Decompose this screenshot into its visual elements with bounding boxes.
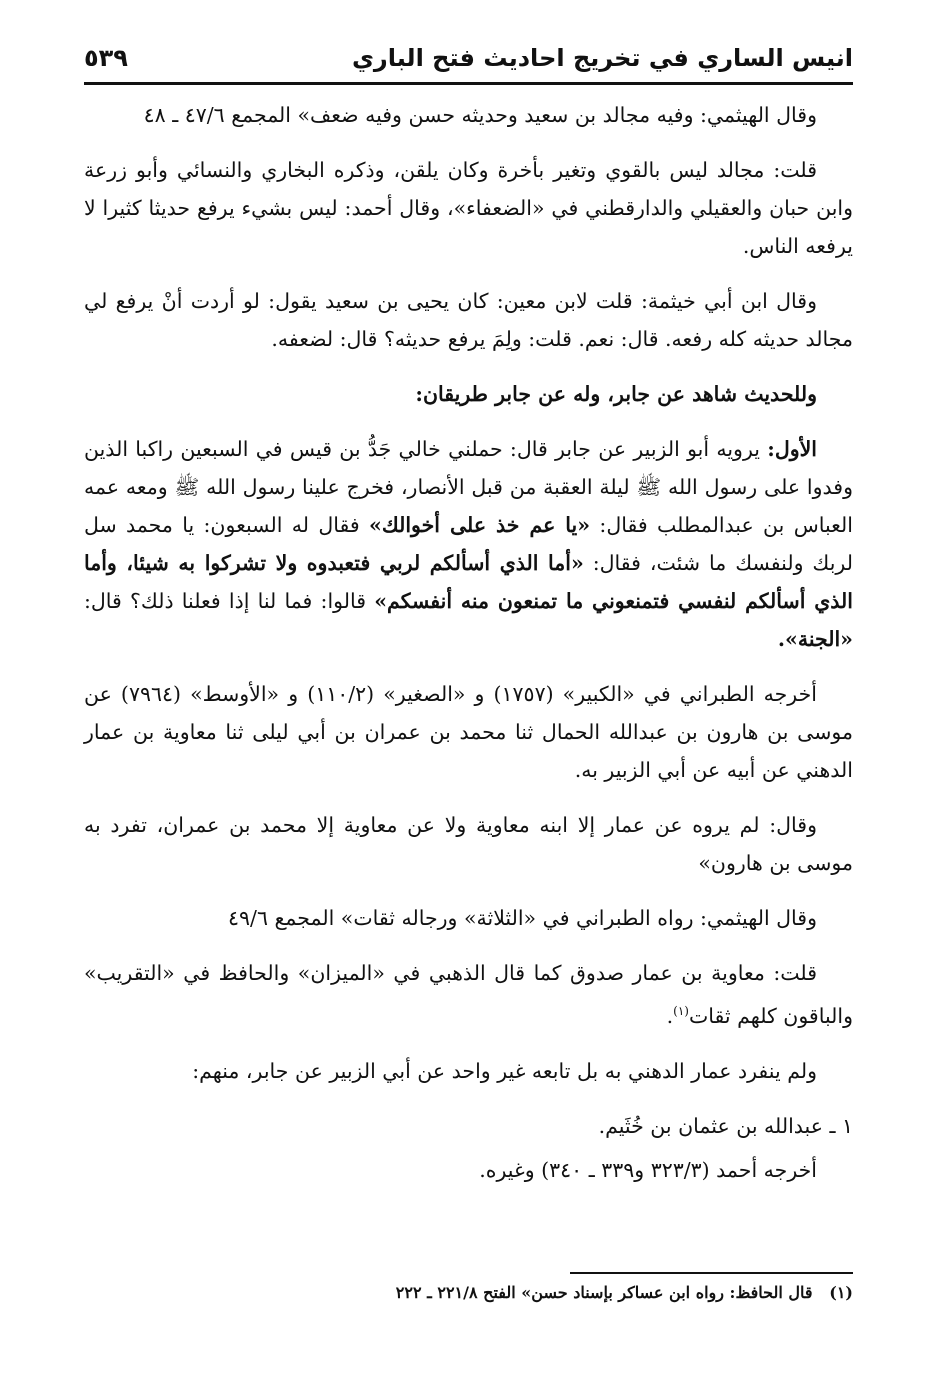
footnote — [84, 1283, 853, 1302]
muawiya-note-end: . — [666, 1003, 674, 1028]
footnote-rule — [570, 1272, 853, 1274]
first-route-text-c: فقال له السبعون: يا محمد سل لربك ولنفسك ما شئت، فقال: — [84, 513, 853, 575]
page-number: ٥٣٩ — [84, 44, 128, 72]
header-rule — [84, 82, 853, 85]
muawiya-note-text: قلت: معاوية بن عمار صدوق كما قال الذهبي في «الميزان» والحافظ في «التقريب» والباقون كلهم ثقات — [84, 961, 853, 1028]
body-text — [84, 96, 853, 1206]
hadith-quote-2: «أما الذي أسألكم لربي فتعبدوه ولا تشركوا به شيئا، وأما الذي أسألكم لنفسي فتمنعوني ما تمنعون منه أنفسكم» — [84, 551, 853, 613]
first-route-text-a: يرويه أبو الزبير عن جابر قال: حملني خالي جَدُّ بن قيس في السبعين راكبا الذين وفدوا على رسول الله ﷺ ليلة العقبة من قبل الأنصار، فخرج علينا رسول الله ﷺ ومعه عمه العباس بن عبدالمطلب فقال: — [84, 437, 853, 537]
first-route-text-e: قالوا: فما لنا إذا فعلنا ذلك؟ قال: — [84, 589, 367, 613]
paragraph-tabarani: أخرجه الطبراني في «الكبير» (١٧٥٧) و «الصغير» (١١٠/٢) و «الأوسط» (٧٩٦٤) عن موسى بن هارون بن عبدالله الحمال ثنا محمد بن عمران بن أبي ليلى ثنا معاوية بن عمار الدهني عن أبيه عن أبي الزبير به. — [84, 682, 853, 782]
footnote-marker: (١) — [829, 1283, 853, 1302]
paragraph-ibn-abi-khaythama: وقال ابن أبي خيثمة: قلت لابن معين: كان يحيى بن سعيد يقول: لو أردت أنْ يرفع لي مجالد حديثه كله رفعه. قال: نعم. قلت: ولِمَ يرفع حديثه؟ قال: لضعفه. — [84, 289, 853, 351]
page-header — [84, 38, 853, 82]
paragraph-followers-intro: ولم ينفرد عمار الدهني به بل تابعه غير واحد عن أبي الزبير عن جابر، منهم: — [192, 1058, 817, 1083]
footnote-text: قال الحافظ: رواه ابن عساكر بإسناد حسن» الفتح ٢٢١/٨ ـ ٢٢٢ — [395, 1283, 813, 1302]
first-route-label: الأول: — [767, 437, 817, 461]
list-item-1: ١ ـ عبدالله بن عثمان بن خُثَيم. — [598, 1113, 853, 1138]
hadith-quote-1: «يا عم خذ على أخوالك» — [369, 513, 591, 537]
footnote-reference: (١) — [673, 1004, 689, 1018]
running-title: انيس الساري في تخريج احاديث فتح الباري — [351, 44, 853, 72]
paragraph-mujalid-note: قلت: مجالد ليس بالقوي وتغير بأخرة وكان يلقن، وذكره البخاري والنسائي وأبو زرعة وابن حبان والعقيلي والدارقطني في «الضعفاء»، وقال أحمد: ليس بشيء يرفع حديثا كثيرا لا يرفعه الناس. — [84, 158, 853, 258]
paragraph-witness-heading: وللحديث شاهد عن جابر، وله عن جابر طريقان: — [415, 382, 817, 406]
paragraph-haythami-1: وقال الهيثمي: وفيه مجالد بن سعيد وحديثه حسن وفيه ضعف» المجمع ٤٧/٦ ـ ٤٨ — [143, 103, 817, 127]
paragraph-muawiya-note — [84, 954, 853, 1035]
paragraph-tabarani-comment: وقال: لم يروه عن عمار إلا ابنه معاوية ولا عن معاوية إلا محمد بن عمران، تفرد به موسى بن هارون» — [84, 813, 853, 875]
paragraph-haythami-2: وقال الهيثمي: رواه الطبراني في «الثلاثة» ورجاله ثقات» المجمع ٤٩/٦ — [228, 906, 817, 930]
hadith-quote-3: «الجنة». — [777, 627, 853, 651]
paragraph-ahmad: أخرجه أحمد (٣٢٣/٣ و٣٣٩ ـ ٣٤٠) وغيره. — [479, 1157, 817, 1182]
paragraph-first-route — [84, 430, 853, 658]
